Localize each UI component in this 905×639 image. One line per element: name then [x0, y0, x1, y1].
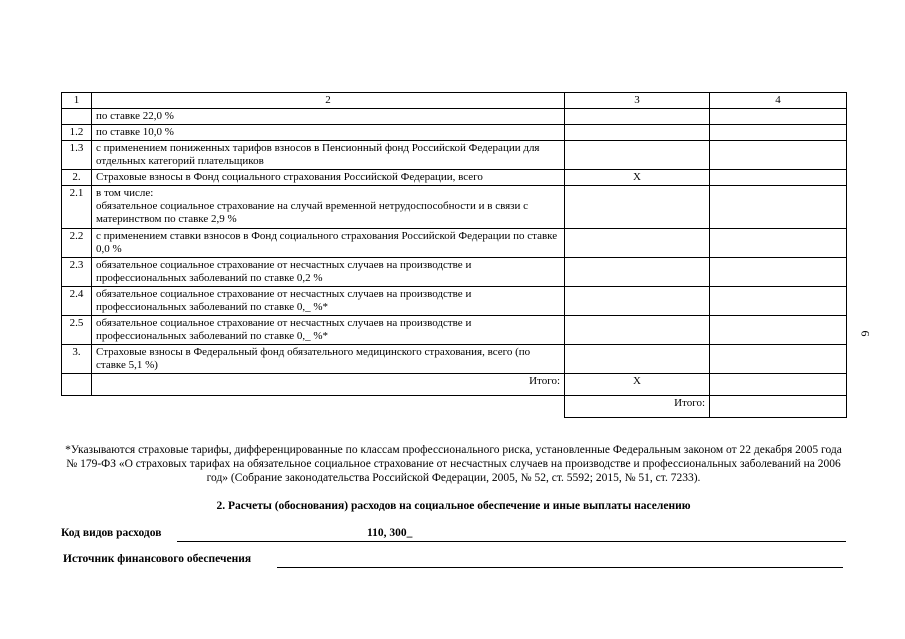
- row-description: обязательное социальное страхование от несчастных случаев на производстве и профессиональных заболеваний по ставке 0,2 %: [92, 258, 565, 287]
- row-col-4: [710, 109, 847, 125]
- row-col-3: [565, 316, 710, 345]
- row-col-4: [710, 229, 847, 258]
- table-row: [62, 229, 847, 258]
- row-col-3: [565, 229, 710, 258]
- total-1-empty: [62, 374, 92, 396]
- table-row: [62, 170, 847, 186]
- section-title: 2. Расчеты (обоснования) расходов на социальное обеспечение и иные выплаты населению: [216, 500, 691, 512]
- header-col-4: 4: [710, 93, 847, 109]
- row-number: 2.5: [62, 316, 92, 345]
- total-1-col-4: [710, 374, 847, 396]
- row-number: 2.4: [62, 287, 92, 316]
- row-number: 1.2: [62, 125, 92, 141]
- table-row: [62, 141, 847, 170]
- row-description: с применением ставки взносов в Фонд социального страхования Российской Федерации по ставке 0,0 %: [92, 229, 565, 258]
- row-number: 3.: [62, 345, 92, 374]
- total-1-label: Итого:: [92, 374, 565, 396]
- funding-source-label: Источник финансового обеспечения: [63, 553, 252, 565]
- row-col-4: [710, 345, 847, 374]
- total-1-col-3: X: [565, 374, 710, 396]
- row-col-3: [565, 258, 710, 287]
- expense-code-line[interactable]: [177, 527, 846, 542]
- table-row: [62, 345, 847, 374]
- page-number: 6: [858, 330, 873, 337]
- total-row-1: [62, 374, 847, 396]
- expense-code-label: Код видов расходов: [61, 527, 162, 539]
- row-description: Страховые взносы в Фонд социального страхования Российской Федерации, всего: [92, 170, 565, 186]
- row-col-3: [565, 186, 710, 229]
- header-col-2: 2: [92, 93, 565, 109]
- header-col-3: 3: [565, 93, 710, 109]
- table-row: [62, 125, 847, 141]
- funding-source-field: [63, 553, 843, 569]
- row-col-4: [710, 170, 847, 186]
- row-col-4: [710, 141, 847, 170]
- total-2-empty-b: [92, 396, 565, 418]
- header-col-1: 1: [62, 93, 92, 109]
- table-row: [62, 316, 847, 345]
- funding-source-line[interactable]: [277, 553, 843, 568]
- row-col-4: [710, 258, 847, 287]
- total-row-2: [62, 396, 847, 418]
- row-description: Страховые взносы в Федеральный фонд обязательного медицинского страхования, всего (по ставке 5,1 %): [92, 345, 565, 374]
- row-col-3: [565, 125, 710, 141]
- total-2-label: Итого:: [565, 396, 710, 418]
- total-2-empty-a: [62, 396, 92, 418]
- row-number: 2.2: [62, 229, 92, 258]
- row-col-3: [565, 141, 710, 170]
- row-description: с применением пониженных тарифов взносов в Пенсионный фонд Российской Федерации для отдельных категорий плательщиков: [92, 141, 565, 170]
- footnote: *Указываются страховые тарифы, дифференцированные по классам профессионального риска, установленные Федеральным законом от 22 декабря 2005 года № 179-ФЗ «О страховых тарифах на обязательное социальное страхование от несчастных случаев на производстве и профессиональных заболеваний на 2006 год» (Собрание законодательства Российской Федерации, 2005, № 52, ст. 5592; 2015, № 51, ст. 7233).: [65, 444, 842, 484]
- row-description: обязательное социальное страхование от несчастных случаев на производстве и профессиональных заболеваний по ставке 0,_ %*: [92, 316, 565, 345]
- row-number: 2.3: [62, 258, 92, 287]
- expense-code-value: 110, 300_: [367, 527, 413, 539]
- row-number: 2.: [62, 170, 92, 186]
- table-row: [62, 258, 847, 287]
- row-col-4: [710, 186, 847, 229]
- expense-code-field: [61, 527, 846, 543]
- table-row: [62, 186, 847, 229]
- insurance-contributions-table: [61, 92, 847, 418]
- row-col-4: [710, 316, 847, 345]
- row-description: по ставке 10,0 %: [92, 125, 565, 141]
- table-row: [62, 109, 847, 125]
- row-col-4: [710, 125, 847, 141]
- row-number: 1.3: [62, 141, 92, 170]
- row-description: обязательное социальное страхование от несчастных случаев на производстве и профессиональных заболеваний по ставке 0,_ %*: [92, 287, 565, 316]
- row-col-3: [565, 109, 710, 125]
- total-2-col-4: [710, 396, 847, 418]
- row-col-3: X: [565, 170, 710, 186]
- row-description: по ставке 22,0 %: [92, 109, 565, 125]
- row-number: [62, 109, 92, 125]
- row-col-3: [565, 287, 710, 316]
- row-col-3: [565, 345, 710, 374]
- table-row: [62, 287, 847, 316]
- row-col-4: [710, 287, 847, 316]
- table-header-row: [62, 93, 847, 109]
- row-number: 2.1: [62, 186, 92, 229]
- row-description: в том числе: обязательное социальное страхование на случай временной нетрудоспособности и в связи с материнством по ставке 2,9 %: [92, 186, 565, 229]
